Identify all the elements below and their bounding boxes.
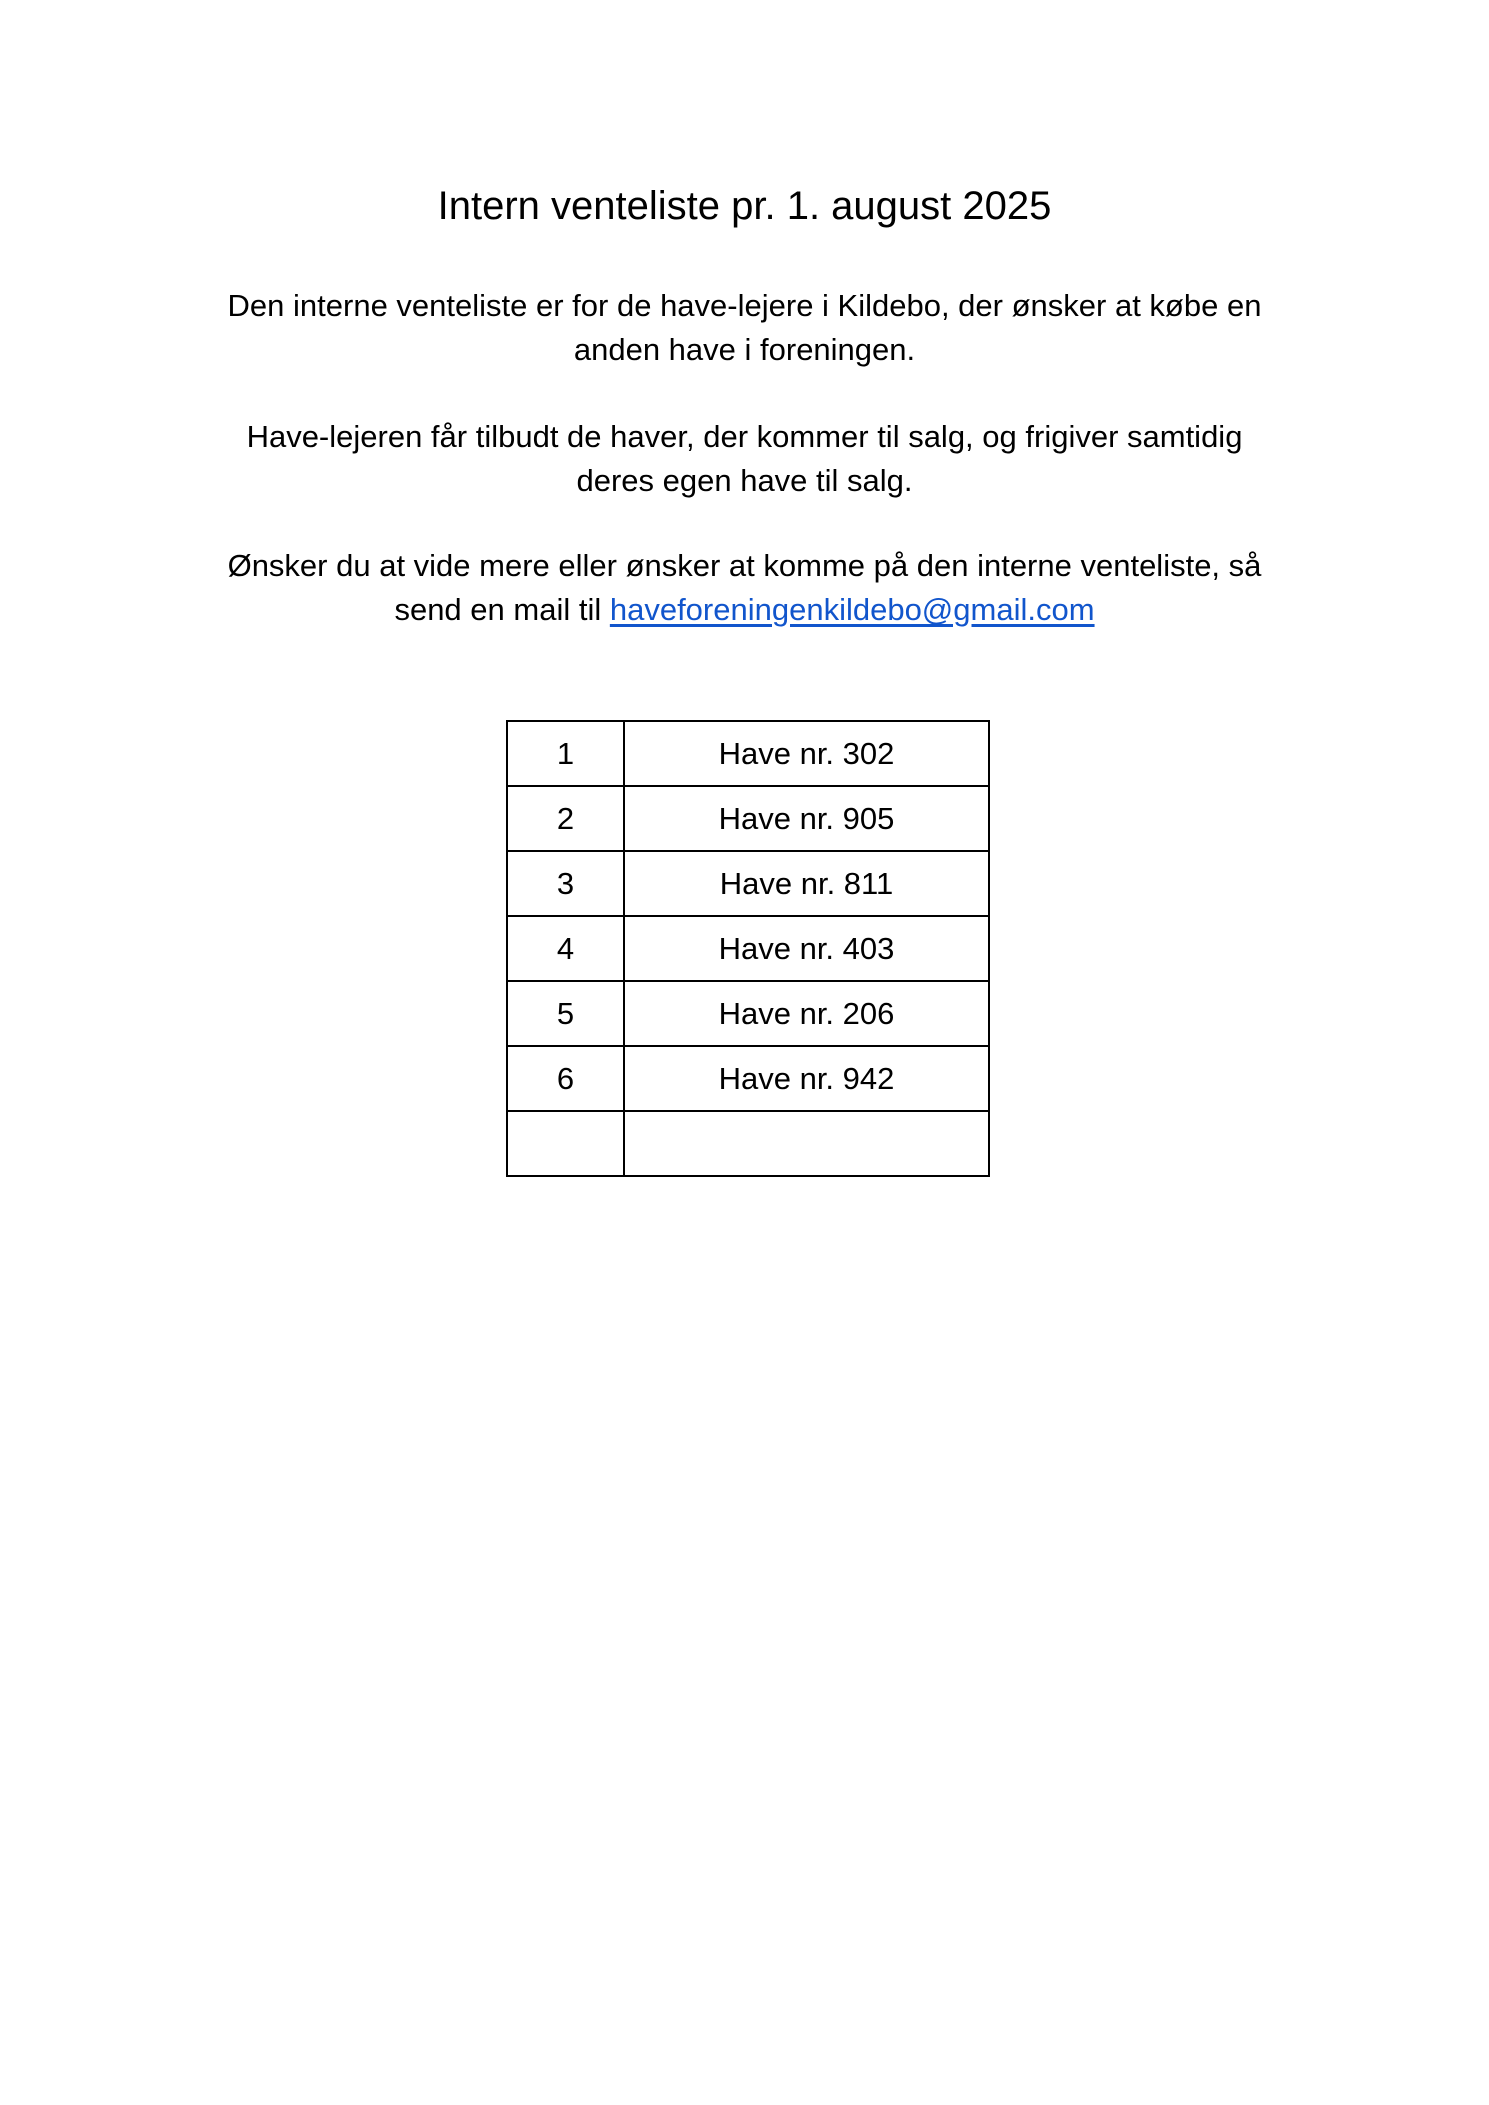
table-row: [507, 851, 989, 916]
position-cell: 1: [507, 721, 624, 786]
table-row: [507, 981, 989, 1046]
position-cell: 6: [507, 1046, 624, 1111]
contact-prefix-text: send en mail til: [394, 592, 610, 627]
position-cell: 5: [507, 981, 624, 1046]
offer-paragraph-line-1: Have-lejeren får tilbudt de haver, der kommer til salg, og frigiver samtidig: [246, 419, 1243, 454]
position-cell: 4: [507, 916, 624, 981]
intro-paragraph: [180, 284, 1309, 372]
contact-paragraph: [180, 544, 1309, 632]
position-cell: 2: [507, 786, 624, 851]
garden-cell: [624, 1111, 989, 1176]
position-cell: [507, 1111, 624, 1176]
garden-cell: Have nr. 811: [624, 851, 989, 916]
email-link[interactable]: haveforeningenkildebo@gmail.com: [609, 592, 1095, 627]
waitlist-table: [506, 720, 990, 1177]
page-title: Intern venteliste pr. 1. august 2025: [437, 184, 1052, 228]
table-row: [507, 786, 989, 851]
garden-cell: Have nr. 302: [624, 721, 989, 786]
contact-paragraph-line-2: [180, 588, 1309, 632]
table-row: [507, 721, 989, 786]
table-row-empty: [507, 1111, 989, 1176]
offer-paragraph: [180, 415, 1309, 503]
contact-paragraph-line-1: Ønsker du at vide mere eller ønsker at komme på den interne venteliste, så: [227, 548, 1262, 583]
intro-paragraph-line-2: anden have i foreningen.: [573, 332, 916, 367]
garden-cell: Have nr. 942: [624, 1046, 989, 1111]
table-row: [507, 916, 989, 981]
garden-cell: Have nr. 905: [624, 786, 989, 851]
intro-paragraph-line-1: Den interne venteliste er for de have-lejere i Kildebo, der ønsker at købe en: [227, 288, 1262, 323]
table-row: [507, 1046, 989, 1111]
garden-cell: Have nr. 403: [624, 916, 989, 981]
garden-cell: Have nr. 206: [624, 981, 989, 1046]
offer-paragraph-line-2: deres egen have til salg.: [576, 463, 913, 498]
position-cell: 3: [507, 851, 624, 916]
